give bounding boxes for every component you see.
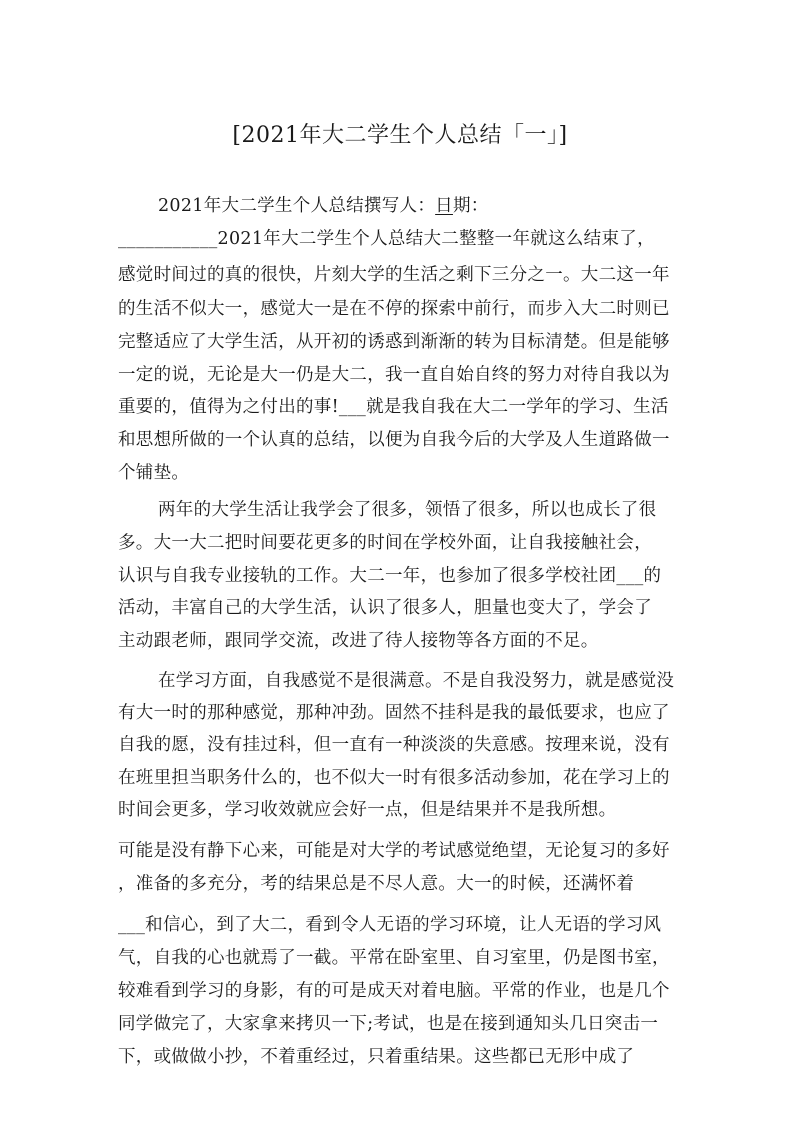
body-line: ，准备的多充分，考的结果总是不尽人意。大一的时候，还满怀着 [118,874,635,894]
body-line: 可能是没有静下心来，可能是对大学的考试感觉绝望，无论复习的多好 [118,841,670,861]
body-line: 气，自我的心也就焉了一截。平常在卧室里、自习室里，仍是图书室， [118,948,670,968]
body-line: ___________2021年大二学生个人总结大二整整一年就这么结束了， [118,229,655,249]
date-label-underlined-char: 日 [435,196,453,216]
body-line: 下，或做做小抄，不着重经过，只着重结果。这些都已无形中成了 [118,1047,635,1067]
body-line: 的生活不似大一，感觉大一是在不停的探索中前行，而步入大二时则已 [118,299,670,319]
body-line: 主动跟老师，跟同学交流，改进了待人接物等各方面的不足。 [118,631,599,651]
body-line: ___和信心，到了大二，看到令人无语的学习环境，让人无语的学习风 [118,915,662,935]
body-line: 重要的，值得为之付出的事!___就是我自我在大二一学年的学习、生活 [118,397,669,417]
body-line: 时间会更多，学习收效就应会好一点，但是结果并不是我所想。 [118,800,617,820]
body-line: 有大一时的那种感觉，那种冲劲。固然不挂科是我的最低要求，也应了 [118,703,670,723]
body-line: 两年的大学生活让我学会了很多，领悟了很多，所以也成长了很 [158,500,657,520]
body-line: 和思想所做的一个认真的总结，以便为自我今后的大学及人生道路做一 [118,430,670,450]
body-line: 认识与自我专业接轨的工作。大二一年，也参加了很多学校社团___的 [118,566,662,586]
header-line [158,195,489,217]
body-line: 在班里担当职务什么的，也不似大一时有很多活动参加，花在学习上的 [118,768,670,788]
body-line: 在学习方面，自我感觉不是很满意。不是自我没努力，就是感觉没 [158,671,675,691]
body-line: 感觉时间过的真的很快，片刻大学的生活之剩下三分之一。大二这一年 [118,265,670,285]
body-line: 个铺垫。 [118,463,190,483]
body-line: 自我的愿，没有挂过科，但一直有一种淡淡的失意感。按理来说，没有 [118,735,670,755]
document-title: [2021年大二学生个人总结「一」] [232,123,568,148]
body-line: 较难看到学习的身影，有的可是成天对着电脑。平常的作业，也是几个 [118,981,670,1001]
body-line: 同学做完了，大家拿来拷贝一下;考试，也是在接到通知头几日突击一 [118,1014,659,1034]
date-label-rest: 期： [452,196,489,216]
body-line: 多。大一大二把时间要花更多的时间在学校外面，让自我接触社会， [118,533,652,553]
body-line: 一定的说，无论是大一仍是大二，我一直自始自终的努力对待自我以为 [118,365,670,385]
body-line: 活动，丰富自己的大学生活，认识了很多人，胆量也变大了，学会了 [118,598,652,618]
body-line: 完整适应了大学生活，从开初的诱惑到渐渐的转为目标清楚。但是能够 [118,332,670,352]
author-label: 2021年大二学生个人总结撰写人： [158,196,436,216]
